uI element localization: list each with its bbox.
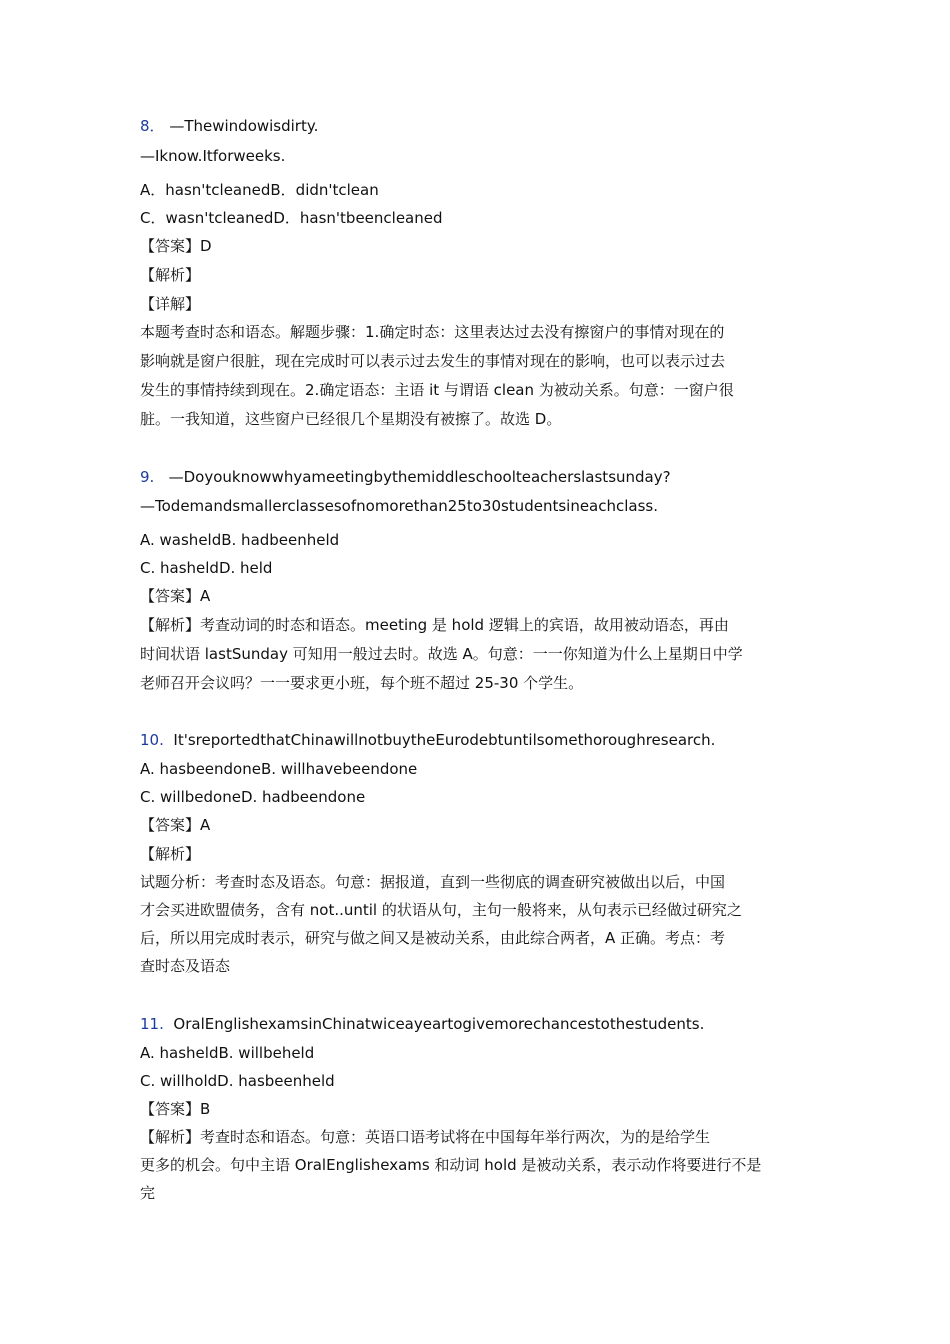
- option-line: A. washeldB. hadbeenheld: [140, 531, 340, 549]
- explanation-line: 本题考查时态和语态。解题步骤：1.确定时态：这里表达过去没有擦窗户的事情对现在的: [140, 323, 725, 341]
- answer-line: 【答案】A: [140, 816, 211, 834]
- question-number: 11.: [140, 1015, 164, 1033]
- question-stem: —Thewindowisdirty.: [169, 117, 319, 135]
- option-line: A．hasn'tcleanedB．didn'tclean: [140, 181, 379, 199]
- option-line: A. hasbeendoneB. willhavebeendone: [140, 760, 418, 778]
- question-9-stem-line: [140, 467, 671, 487]
- question-stem-reply: —Iknow.Itforweeks.: [140, 147, 286, 165]
- question-stem: It'sreportedthatChinawillnotbuytheEurodebtuntilsomethoroughresearch.: [173, 731, 716, 749]
- explanation-line: 试题分析：考查时态及语态。句意：据报道，直到一些彻底的调查研究被做出以后，中国: [140, 873, 726, 891]
- explanation-line: 老师召开会议吗？一一要求更小班，每个班不超过 25-30 个学生。: [140, 674, 584, 692]
- question-stem: —Doyouknowwhyameetingbythemiddleschoolteacherslastsunday?: [168, 468, 671, 486]
- question-number: 9.: [140, 468, 155, 486]
- question-stem-reply: —Todemandsmallerclassesofnomorethan25to30studentsineachclass.: [140, 497, 658, 515]
- answer-line: 【答案】D: [140, 237, 212, 255]
- explanation-line: 查时态及语态: [140, 957, 231, 975]
- question-number: 10.: [140, 731, 164, 749]
- explanation-line: 完: [140, 1184, 156, 1202]
- question-number: 8．: [140, 117, 165, 135]
- option-line: A. hasheldB. willbeheld: [140, 1044, 315, 1062]
- explanation-line: 发生的事情持续到现在。2.确定语态：主语 it 与谓语 clean 为被动关系。句意：一窗户很: [140, 381, 734, 399]
- option-line: C. willbedoneD. hadbeendone: [140, 788, 366, 806]
- answer-line: 【答案】A: [140, 587, 211, 605]
- explanation-line: 脏。一我知道，这些窗户已经很几个星期没有被擦了。故选 D。: [140, 410, 562, 428]
- detail-label: 【详解】: [140, 295, 201, 313]
- option-line: C. hasheldD. held: [140, 559, 273, 577]
- question-8-stem-line: [140, 116, 318, 136]
- explanation-line: 更多的机会。句中主语 OralEnglishexams 和动词 hold 是被动关系，表示动作将要进行不是: [140, 1156, 762, 1174]
- analysis-label: 【解析】: [140, 266, 201, 284]
- option-line: C. willholdD. hasbeenheld: [140, 1072, 335, 1090]
- question-11-stem-line: [140, 1014, 704, 1034]
- explanation-line: 才会买进欧盟债务，含有 not..until 的状语从句，主句一般将来，从句表示已经做过研究之: [140, 901, 742, 919]
- explanation-line: 影响就是窗户很脏，现在完成时可以表示过去发生的事情对现在的影响，也可以表示过去: [140, 352, 726, 370]
- explanation-line: 时间状语 lastSunday 可知用一般过去时。故选 A。句意：一一你知道为什么上星期日中学: [140, 645, 743, 663]
- question-stem: OralEnglishexamsinChinatwiceayeartogivemorechancestothestudents.: [173, 1015, 705, 1033]
- analysis-label: 【解析】: [140, 845, 201, 863]
- option-line: C．wasn'tcleanedD．hasn'tbeencleaned: [140, 209, 443, 227]
- explanation-line: 【解析】考查时态和语态。句意：英语口语考试将在中国每年举行两次，为的是给学生: [140, 1128, 711, 1146]
- explanation-line: 【解析】考查动词的时态和语态。meeting 是 hold 逻辑上的宾语，故用被动语态，再由: [140, 616, 729, 634]
- question-10-stem-line: [140, 730, 715, 750]
- answer-line: 【答案】B: [140, 1100, 211, 1118]
- explanation-line: 后，所以用完成时表示，研究与做之间又是被动关系，由此综合两者，A 正确。考点：考: [140, 929, 726, 947]
